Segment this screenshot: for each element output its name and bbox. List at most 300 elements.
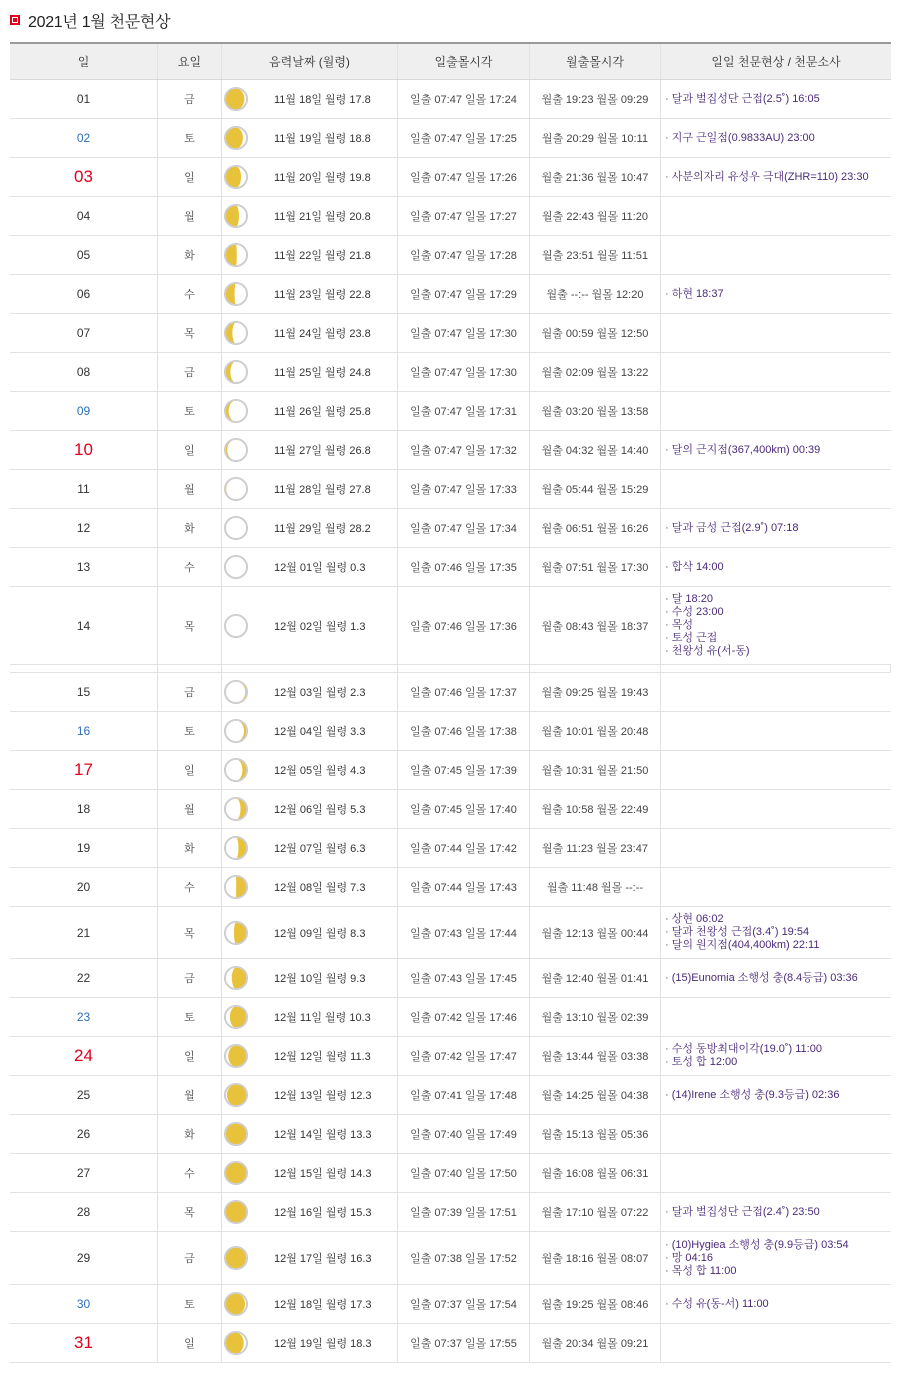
events-cell	[661, 907, 891, 958]
sunrise-sunset-cell: 일출 07:47 일몰 17:24	[398, 80, 530, 118]
day-number: 16	[76, 724, 91, 738]
day-cell	[10, 275, 158, 313]
lunar-date-text: 11월 26일 월령 25.8	[274, 406, 371, 418]
day-cell	[10, 392, 158, 430]
sunrise-sunset-cell: 일출 07:47 일몰 17:33	[398, 470, 530, 508]
day-cell	[10, 1193, 158, 1231]
day-number: 27	[76, 1166, 91, 1180]
events-cell	[661, 1154, 891, 1192]
weekday-cell: 토	[158, 712, 222, 750]
moonrise-moonset-cell: 월출 22:43 월몰 11:20	[530, 197, 661, 235]
day-number: 30	[76, 1297, 91, 1311]
sunrise-sunset-cell: 일출 07:42 일몰 17:46	[398, 998, 530, 1036]
sunrise-sunset-cell: 일출 07:37 일몰 17:54	[398, 1285, 530, 1323]
day-cell	[10, 548, 158, 586]
lunar-date-text: 11월 22일 월령 21.8	[274, 250, 371, 262]
sunrise-sunset-cell: 일출 07:46 일몰 17:36	[398, 587, 530, 664]
moon-phase-icon	[224, 243, 248, 267]
weekday-cell: 금	[158, 959, 222, 997]
day-number: 09	[76, 404, 91, 418]
weekday-cell: 목	[158, 314, 222, 352]
table-row	[10, 673, 891, 712]
lunar-date-text: 12월 07일 월령 6.3	[274, 843, 366, 855]
table-row	[10, 1232, 891, 1285]
table-row	[10, 392, 891, 431]
day-cell	[10, 431, 158, 469]
sunrise-sunset-cell: 일출 07:40 일몰 17:50	[398, 1154, 530, 1192]
lunar-date-text: 12월 06일 월령 5.3	[274, 804, 366, 816]
lunar-date-cell	[222, 470, 398, 508]
lunar-date-cell	[222, 158, 398, 196]
day-cell	[10, 1076, 158, 1114]
events-cell	[661, 548, 891, 586]
day-number: 01	[76, 92, 91, 106]
weekday-cell: 금	[158, 80, 222, 118]
moonrise-moonset-cell: 월출 00:59 월몰 12:50	[530, 314, 661, 352]
lunar-date-text: 11월 18일 월령 17.8	[274, 94, 371, 106]
table-row	[10, 1324, 891, 1363]
weekday-cell: 목	[158, 1193, 222, 1231]
lunar-date-cell	[222, 907, 398, 958]
table-row	[10, 197, 891, 236]
moonrise-moonset-cell: 월출 10:58 월몰 22:49	[530, 790, 661, 828]
events-cell	[661, 509, 891, 547]
events-cell	[661, 392, 891, 430]
sunrise-sunset-cell: 일출 07:47 일몰 17:27	[398, 197, 530, 235]
moonrise-moonset-cell: 월출 18:16 월몰 08:07	[530, 1232, 661, 1284]
header-sun-times: 일출몰시각	[398, 44, 530, 79]
table-row	[10, 431, 891, 470]
events-cell	[661, 1232, 891, 1284]
lunar-date-cell	[222, 1154, 398, 1192]
sunrise-sunset-cell: 일출 07:47 일몰 17:32	[398, 431, 530, 469]
day-cell	[10, 1154, 158, 1192]
weekday-cell: 월	[158, 197, 222, 235]
moon-phase-icon	[224, 1292, 248, 1316]
sunrise-sunset-cell: 일출 07:46 일몰 17:38	[398, 712, 530, 750]
lunar-date-text: 11월 29일 월령 28.2	[274, 523, 371, 535]
moon-phase-icon	[224, 680, 248, 704]
lunar-date-cell	[222, 1037, 398, 1075]
weekday-cell: 화	[158, 236, 222, 274]
table-row	[10, 1076, 891, 1115]
moon-phase-icon	[224, 797, 248, 821]
table-row	[10, 509, 891, 548]
lunar-date-cell	[222, 1324, 398, 1362]
moon-phase-icon	[224, 1005, 248, 1029]
weekday-cell: 수	[158, 1154, 222, 1192]
header-events: 일일 천문현상 / 천문소사	[711, 55, 841, 69]
sunrise-sunset-cell: 일출 07:45 일몰 17:40	[398, 790, 530, 828]
events-cell	[661, 1115, 891, 1153]
table-page-break	[10, 665, 891, 673]
weekday-cell: 월	[158, 470, 222, 508]
event-item: · 달의 근지점(367,400km) 00:39	[665, 444, 820, 457]
events-cell	[661, 431, 891, 469]
day-number: 11	[77, 482, 90, 496]
lunar-date-text: 12월 04일 월령 3.3	[274, 726, 366, 738]
moon-phase-icon	[224, 836, 248, 860]
moonrise-moonset-cell: 월출 10:01 월몰 20:48	[530, 712, 661, 750]
moon-phase-icon	[224, 282, 248, 306]
events-cell	[661, 829, 891, 867]
event-item: · 달과 벌집성단 근접(2.5˚) 16:05	[665, 93, 820, 106]
moon-phase-icon	[224, 477, 248, 501]
lunar-date-text: 11월 24일 월령 23.8	[274, 328, 371, 340]
event-item: · 수성 동방최대이각(19.0˚) 11:00	[665, 1043, 822, 1056]
lunar-date-cell	[222, 353, 398, 391]
event-item: · (10)Hygiea 소행성 충(9.9등급) 03:54	[665, 1239, 849, 1252]
table-row	[10, 275, 891, 314]
moon-phase-icon	[224, 555, 248, 579]
event-list	[665, 1089, 839, 1102]
day-cell	[10, 1285, 158, 1323]
lunar-date-text: 12월 16일 월령 15.3	[274, 1207, 372, 1219]
moonrise-moonset-cell: 월출 --:-- 월몰 12:20	[530, 275, 661, 313]
events-cell	[661, 1193, 891, 1231]
moonrise-moonset-cell: 월출 10:31 월몰 21:50	[530, 751, 661, 789]
events-cell	[661, 790, 891, 828]
moon-phase-icon	[224, 126, 248, 150]
lunar-date-cell	[222, 119, 398, 157]
moon-phase-icon	[224, 1200, 248, 1224]
weekday-cell: 일	[158, 1037, 222, 1075]
sunrise-sunset-cell: 일출 07:39 일몰 17:51	[398, 1193, 530, 1231]
events-cell	[661, 1285, 891, 1323]
day-cell	[10, 1324, 158, 1362]
sunrise-sunset-cell: 일출 07:47 일몰 17:25	[398, 119, 530, 157]
lunar-date-text: 12월 03일 월령 2.3	[274, 687, 366, 699]
day-number: 05	[76, 248, 91, 262]
event-item: · 달의 원지점(404,400km) 22:11	[665, 939, 819, 952]
moonrise-moonset-cell: 월출 21:36 월몰 10:47	[530, 158, 661, 196]
events-cell	[661, 1037, 891, 1075]
table-row	[10, 119, 891, 158]
table-row	[10, 353, 891, 392]
day-number: 24	[74, 1046, 93, 1065]
day-number: 02	[76, 131, 91, 145]
event-list	[665, 1206, 820, 1219]
lunar-date-cell	[222, 314, 398, 352]
lunar-date-cell	[222, 197, 398, 235]
table-row	[10, 751, 891, 790]
lunar-date-cell	[222, 236, 398, 274]
table-row	[10, 712, 891, 751]
event-list	[665, 972, 858, 985]
weekday-cell: 일	[158, 751, 222, 789]
day-number: 21	[76, 925, 91, 940]
moon-phase-icon	[224, 1161, 248, 1185]
event-item: · 합삭 14:00	[665, 561, 724, 574]
moon-phase-icon	[224, 438, 248, 462]
weekday-cell: 금	[158, 1232, 222, 1284]
lunar-date-text: 12월 09일 월령 8.3	[274, 927, 366, 940]
day-cell	[10, 353, 158, 391]
table-row	[10, 1115, 891, 1154]
event-item: · 토성 합 12:00	[665, 1056, 822, 1069]
event-item: · (15)Eunomia 소행성 충(8.4등급) 03:36	[665, 972, 858, 985]
weekday-cell: 토	[158, 392, 222, 430]
lunar-date-cell	[222, 275, 398, 313]
event-item: · 망 04:16	[665, 1252, 849, 1265]
day-number: 26	[76, 1127, 91, 1141]
weekday-cell: 토	[158, 998, 222, 1036]
event-item: · 수성 23:00	[665, 606, 750, 619]
page-title-bar	[10, 8, 170, 32]
moon-phase-icon	[224, 1044, 248, 1068]
event-list	[665, 288, 724, 301]
moon-phase-icon	[224, 921, 248, 945]
sunrise-sunset-cell: 일출 07:40 일몰 17:49	[398, 1115, 530, 1153]
sunrise-sunset-cell: 일출 07:46 일몰 17:35	[398, 548, 530, 586]
day-cell	[10, 236, 158, 274]
astronomy-calendar-table	[10, 42, 891, 1363]
moonrise-moonset-cell: 월출 05:44 월몰 15:29	[530, 470, 661, 508]
event-item: · 달과 천왕성 근접(3.4˚) 19:54	[665, 926, 819, 939]
events-cell	[661, 998, 891, 1036]
weekday-cell: 금	[158, 673, 222, 711]
lunar-date-text: 11월 20일 월령 19.8	[274, 172, 371, 184]
sunrise-sunset-cell: 일출 07:46 일몰 17:37	[398, 673, 530, 711]
moon-phase-icon	[224, 1246, 248, 1270]
sunrise-sunset-cell: 일출 07:47 일몰 17:30	[398, 314, 530, 352]
moon-phase-icon	[224, 719, 248, 743]
day-number: 23	[76, 1010, 91, 1024]
sunrise-sunset-cell: 일출 07:44 일몰 17:43	[398, 868, 530, 906]
events-cell	[661, 673, 891, 711]
table-row	[10, 998, 891, 1037]
sunrise-sunset-cell: 일출 07:47 일몰 17:30	[398, 353, 530, 391]
day-cell	[10, 470, 158, 508]
lunar-date-cell	[222, 790, 398, 828]
table-row	[10, 548, 891, 587]
sunrise-sunset-cell: 일출 07:45 일몰 17:39	[398, 751, 530, 789]
sunrise-sunset-cell: 일출 07:47 일몰 17:28	[398, 236, 530, 274]
weekday-cell: 일	[158, 1324, 222, 1362]
day-number: 17	[74, 760, 93, 779]
lunar-date-text: 12월 17일 월령 16.3	[274, 1253, 372, 1265]
moon-phase-icon	[224, 360, 248, 384]
lunar-date-cell	[222, 712, 398, 750]
moonrise-moonset-cell: 월출 15:13 월몰 05:36	[530, 1115, 661, 1153]
table-row	[10, 236, 891, 275]
lunar-date-text: 12월 13일 월령 12.3	[274, 1090, 372, 1102]
event-item: · 달 18:20	[665, 593, 750, 606]
day-number: 20	[76, 880, 91, 894]
lunar-date-text: 11월 23일 월령 22.8	[274, 289, 371, 301]
moon-phase-icon	[224, 204, 248, 228]
day-cell	[10, 587, 158, 664]
table-header-row	[10, 44, 891, 80]
table-row	[10, 470, 891, 509]
event-list	[665, 593, 750, 658]
event-item: · 하현 18:37	[665, 288, 724, 301]
header-day: 일	[10, 44, 158, 79]
day-number: 19	[76, 841, 91, 855]
events-cell	[661, 587, 891, 664]
table-row	[10, 1154, 891, 1193]
weekday-cell: 일	[158, 158, 222, 196]
event-item: · 지구 근일점(0.9833AU) 23:00	[665, 132, 815, 145]
events-cell	[661, 959, 891, 997]
weekday-cell: 토	[158, 119, 222, 157]
weekday-cell: 금	[158, 353, 222, 391]
lunar-date-text: 12월 08일 월령 7.3	[274, 882, 366, 894]
day-number: 07	[76, 326, 91, 340]
day-number: 18	[76, 802, 91, 816]
day-number: 28	[76, 1205, 91, 1219]
events-cell	[661, 1076, 891, 1114]
lunar-date-cell	[222, 998, 398, 1036]
event-list	[665, 93, 820, 106]
day-cell	[10, 868, 158, 906]
weekday-cell: 수	[158, 275, 222, 313]
events-cell	[661, 197, 891, 235]
moonrise-moonset-cell: 월출 17:10 월몰 07:22	[530, 1193, 661, 1231]
lunar-date-cell	[222, 868, 398, 906]
event-item: · 수성 유(동-서) 11:00	[665, 1298, 769, 1311]
lunar-date-text: 12월 11일 월령 10.3	[274, 1012, 371, 1024]
day-number: 31	[74, 1333, 93, 1352]
event-list	[665, 561, 724, 574]
moonrise-moonset-cell: 월출 13:10 월몰 02:39	[530, 998, 661, 1036]
sunrise-sunset-cell: 일출 07:38 일몰 17:52	[398, 1232, 530, 1284]
moonrise-moonset-cell: 월출 04:32 월몰 14:40	[530, 431, 661, 469]
day-number: 14	[76, 618, 91, 633]
day-cell	[10, 998, 158, 1036]
moonrise-moonset-cell: 월출 08:43 월몰 18:37	[530, 587, 661, 664]
lunar-date-cell	[222, 509, 398, 547]
event-item: · 사분의자리 유성우 극대(ZHR=110) 23:30	[665, 171, 869, 184]
table-row	[10, 587, 891, 665]
moonrise-moonset-cell: 월출 23:51 월몰 11:51	[530, 236, 661, 274]
lunar-date-text: 12월 12일 월령 11.3	[274, 1051, 371, 1063]
day-cell	[10, 314, 158, 352]
lunar-date-cell	[222, 959, 398, 997]
table-row	[10, 1037, 891, 1076]
moon-phase-icon	[224, 875, 248, 899]
moonrise-moonset-cell: 월출 20:29 월몰 10:11	[530, 119, 661, 157]
weekday-cell: 목	[158, 587, 222, 664]
moon-phase-icon	[224, 1083, 248, 1107]
weekday-cell: 화	[158, 829, 222, 867]
events-cell	[661, 353, 891, 391]
lunar-date-text: 11월 21일 월령 20.8	[274, 211, 371, 223]
moon-phase-icon	[224, 399, 248, 423]
sunrise-sunset-cell: 일출 07:42 일몰 17:47	[398, 1037, 530, 1075]
sunrise-sunset-cell: 일출 07:47 일몰 17:29	[398, 275, 530, 313]
moon-phase-icon	[224, 87, 248, 111]
moonrise-moonset-cell: 월출 19:25 월몰 08:46	[530, 1285, 661, 1323]
moonrise-moonset-cell: 월출 16:08 월몰 06:31	[530, 1154, 661, 1192]
lunar-date-cell	[222, 80, 398, 118]
event-item: · 목성 합 11:00	[665, 1265, 849, 1278]
lunar-date-cell	[222, 587, 398, 664]
events-cell	[661, 1324, 891, 1362]
moon-phase-icon	[224, 165, 248, 189]
lunar-date-cell	[222, 751, 398, 789]
events-cell	[661, 751, 891, 789]
lunar-date-text: 11월 27일 월령 26.8	[274, 445, 371, 457]
moonrise-moonset-cell: 월출 06:51 월몰 16:26	[530, 509, 661, 547]
weekday-cell: 목	[158, 907, 222, 958]
event-item: · 토성 근접	[665, 632, 750, 645]
event-list	[665, 1298, 769, 1311]
moonrise-moonset-cell: 월출 12:13 월몰 00:44	[530, 907, 661, 958]
lunar-date-cell	[222, 1193, 398, 1231]
day-cell	[10, 959, 158, 997]
lunar-date-text: 12월 02일 월령 1.3	[274, 620, 366, 633]
lunar-date-cell	[222, 1232, 398, 1284]
events-cell	[661, 158, 891, 196]
moonrise-moonset-cell: 월출 19:23 월몰 09:29	[530, 80, 661, 118]
table-row	[10, 868, 891, 907]
event-list	[665, 444, 820, 457]
day-cell	[10, 907, 158, 958]
event-list	[665, 522, 798, 535]
lunar-date-text: 11월 19일 월령 18.8	[274, 133, 371, 145]
weekday-cell: 화	[158, 1115, 222, 1153]
day-cell	[10, 751, 158, 789]
moonrise-moonset-cell: 월출 02:09 월몰 13:22	[530, 353, 661, 391]
day-number: 08	[76, 365, 91, 379]
table-row	[10, 314, 891, 353]
events-cell	[661, 275, 891, 313]
day-cell	[10, 509, 158, 547]
moon-phase-icon	[224, 1122, 248, 1146]
header-lunar-date: 음력날짜 (월령)	[222, 44, 398, 79]
day-number: 03	[74, 167, 93, 186]
table-row	[10, 829, 891, 868]
sunrise-sunset-cell: 일출 07:43 일몰 17:45	[398, 959, 530, 997]
moonrise-moonset-cell: 월출 13:44 월몰 03:38	[530, 1037, 661, 1075]
event-list	[665, 132, 815, 145]
lunar-date-cell	[222, 1115, 398, 1153]
day-number: 22	[76, 971, 91, 985]
lunar-date-cell	[222, 431, 398, 469]
events-cell	[661, 236, 891, 274]
day-cell	[10, 712, 158, 750]
day-number: 29	[76, 1251, 91, 1265]
sunrise-sunset-cell: 일출 07:41 일몰 17:48	[398, 1076, 530, 1114]
day-cell	[10, 158, 158, 196]
sunrise-sunset-cell: 일출 07:37 일몰 17:55	[398, 1324, 530, 1362]
moon-phase-icon	[224, 614, 248, 638]
moonrise-moonset-cell: 월출 14:25 월몰 04:38	[530, 1076, 661, 1114]
table-row	[10, 1193, 891, 1232]
table-body	[10, 80, 891, 1363]
day-number: 13	[76, 560, 91, 574]
event-list	[665, 1043, 822, 1069]
day-cell	[10, 673, 158, 711]
sunrise-sunset-cell: 일출 07:47 일몰 17:31	[398, 392, 530, 430]
moonrise-moonset-cell: 월출 12:40 월몰 01:41	[530, 959, 661, 997]
events-cell	[661, 868, 891, 906]
day-cell	[10, 829, 158, 867]
event-item: · 목성	[665, 619, 750, 632]
sunrise-sunset-cell: 일출 07:44 일몰 17:42	[398, 829, 530, 867]
events-cell	[661, 119, 891, 157]
moon-phase-icon	[224, 321, 248, 345]
sunrise-sunset-cell: 일출 07:47 일몰 17:26	[398, 158, 530, 196]
weekday-cell: 수	[158, 548, 222, 586]
day-cell	[10, 1115, 158, 1153]
events-cell	[661, 80, 891, 118]
events-cell	[661, 314, 891, 352]
event-list	[665, 913, 819, 952]
event-list	[665, 1239, 849, 1278]
table-row	[10, 80, 891, 119]
